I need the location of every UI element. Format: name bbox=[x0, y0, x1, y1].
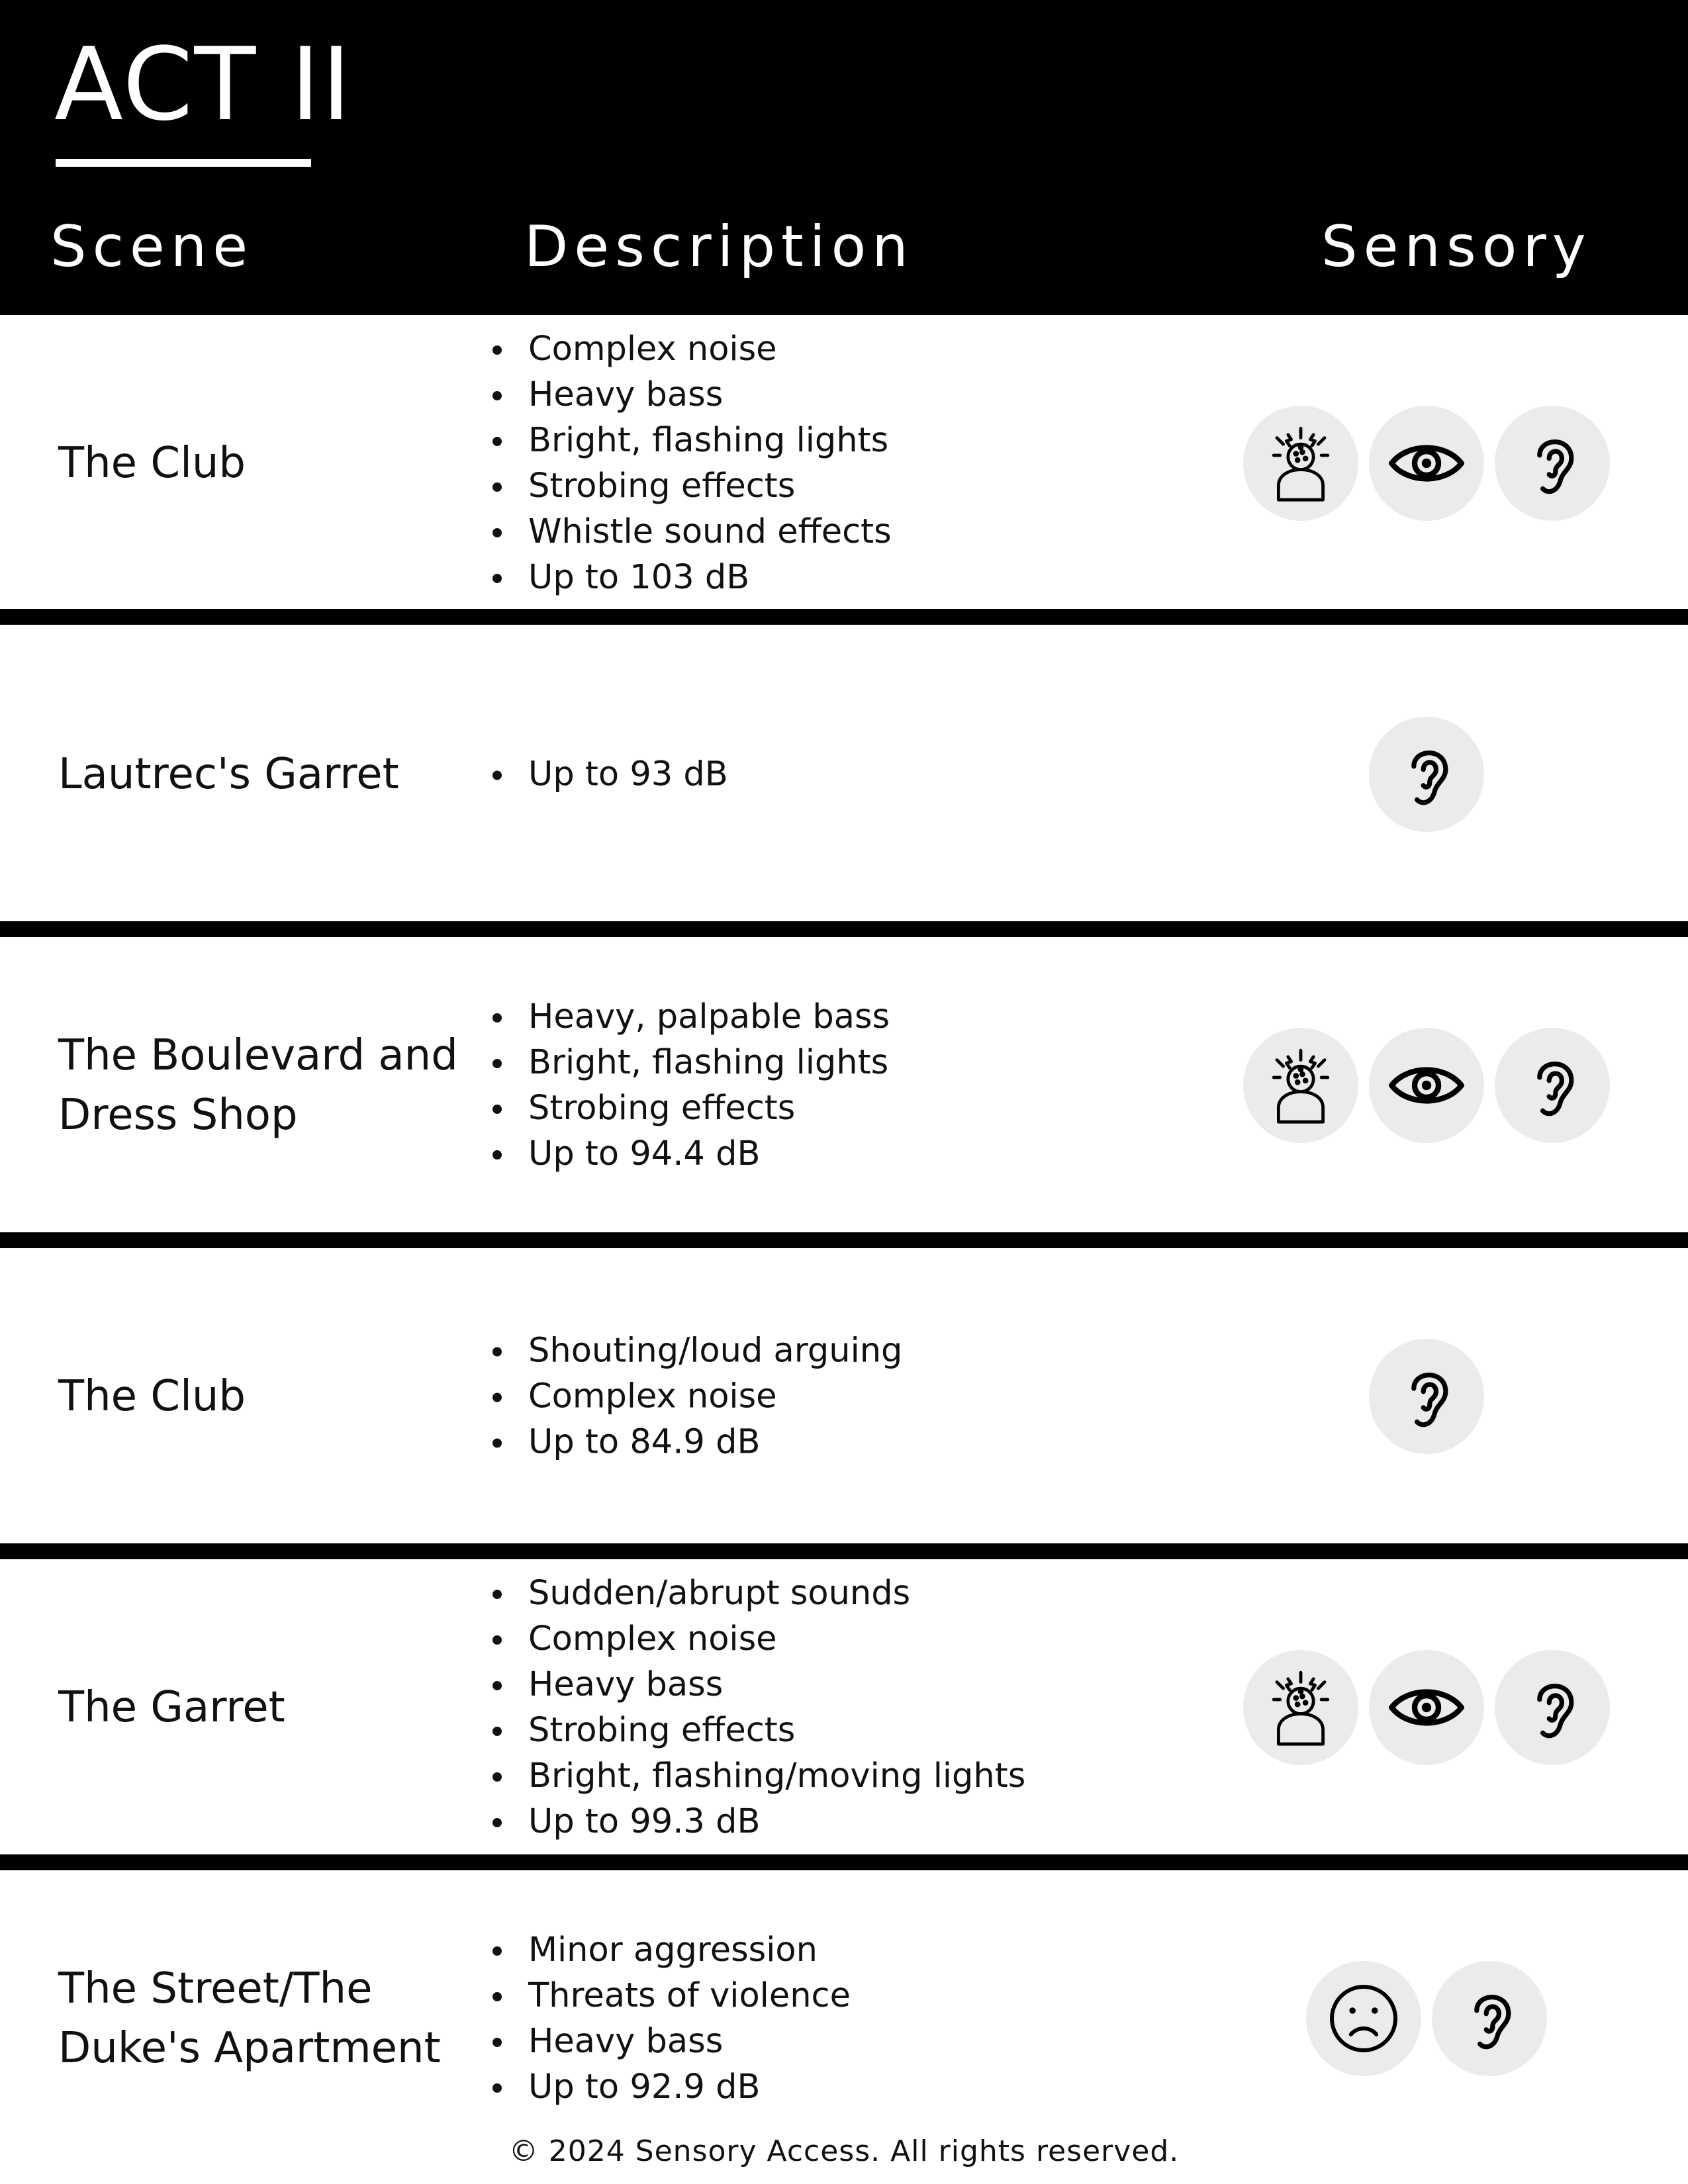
description-item: Complex noise bbox=[490, 1374, 902, 1420]
scene-name: The Club bbox=[58, 1372, 246, 1421]
description-list bbox=[490, 1570, 1025, 1844]
description-item: Strobing effects bbox=[490, 1707, 1025, 1753]
sensory-icons bbox=[1231, 1961, 1622, 2076]
description-item: Up to 93 dB bbox=[490, 752, 728, 797]
scene-name: The Garret bbox=[58, 1683, 285, 1732]
scene-name: Lautrec's Garret bbox=[58, 750, 399, 799]
overwhelm-icon bbox=[1243, 1650, 1358, 1765]
description-list bbox=[490, 1328, 902, 1465]
description-item: Strobing effects bbox=[490, 463, 892, 509]
row-divider bbox=[0, 1232, 1688, 1248]
description-item: Bright, flashing lights bbox=[490, 418, 892, 463]
description-list bbox=[490, 752, 728, 797]
description-item: Heavy bass bbox=[490, 2019, 851, 2064]
description-list bbox=[490, 1927, 851, 2110]
description-item: Heavy bass bbox=[490, 372, 892, 418]
ear-icon bbox=[1369, 1339, 1484, 1454]
ear-icon bbox=[1432, 1961, 1547, 2076]
description-item: Strobing effects bbox=[490, 1085, 890, 1131]
sensory-icons bbox=[1231, 406, 1622, 521]
column-header-scene: Scene bbox=[50, 214, 254, 280]
sensory-icons bbox=[1231, 1650, 1622, 1765]
title-underline bbox=[56, 159, 311, 167]
description-item: Bright, flashing lights bbox=[490, 1040, 890, 1085]
row-divider bbox=[0, 1543, 1688, 1559]
eye-icon bbox=[1369, 1650, 1484, 1765]
description-item: Up to 92.9 dB bbox=[490, 2064, 851, 2110]
description-item: Sudden/abrupt sounds bbox=[490, 1570, 1025, 1616]
ear-icon bbox=[1495, 1650, 1610, 1765]
description-item: Bright, flashing/moving lights bbox=[490, 1753, 1025, 1799]
overwhelm-icon bbox=[1243, 1028, 1358, 1143]
scene-name: The Club bbox=[58, 439, 246, 488]
description-item: Whistle sound effects bbox=[490, 509, 892, 555]
sensory-icons bbox=[1231, 717, 1622, 832]
row-divider bbox=[0, 921, 1688, 937]
description-item: Heavy bass bbox=[490, 1662, 1025, 1707]
ear-icon bbox=[1369, 717, 1484, 832]
copyright-footer: © 2024 Sensory Access. All rights reserved. bbox=[508, 2134, 1180, 2168]
column-header-description: Description bbox=[524, 214, 914, 280]
row-divider bbox=[0, 609, 1688, 625]
ear-icon bbox=[1495, 1028, 1610, 1143]
sensory-icons bbox=[1231, 1028, 1622, 1143]
header-banner bbox=[0, 0, 1688, 315]
eye-icon bbox=[1369, 406, 1484, 521]
description-item: Shouting/loud arguing bbox=[490, 1328, 902, 1374]
description-item: Complex noise bbox=[490, 1616, 1025, 1662]
sad-face-icon bbox=[1306, 1961, 1421, 2076]
description-list bbox=[490, 326, 892, 600]
description-item: Complex noise bbox=[490, 326, 892, 372]
column-header-sensory: Sensory bbox=[1321, 214, 1592, 280]
description-item: Up to 99.3 dB bbox=[490, 1799, 1025, 1844]
scene-name: The Street/The Duke's Apartment bbox=[58, 1964, 441, 2073]
description-item: Threats of violence bbox=[490, 1973, 851, 2019]
description-item: Heavy, palpable bass bbox=[490, 994, 890, 1040]
sensory-icons bbox=[1231, 1339, 1622, 1454]
overwhelm-icon bbox=[1243, 406, 1358, 521]
description-item: Up to 84.9 dB bbox=[490, 1420, 902, 1465]
ear-icon bbox=[1495, 406, 1610, 521]
act-title: ACT II bbox=[54, 26, 353, 143]
scene-name: The Boulevard and Dress Shop bbox=[58, 1031, 458, 1140]
description-item: Up to 94.4 dB bbox=[490, 1131, 890, 1177]
description-item: Minor aggression bbox=[490, 1927, 851, 1973]
eye-icon bbox=[1369, 1028, 1484, 1143]
description-item: Up to 103 dB bbox=[490, 555, 892, 600]
row-divider bbox=[0, 1854, 1688, 1870]
description-list bbox=[490, 994, 890, 1177]
